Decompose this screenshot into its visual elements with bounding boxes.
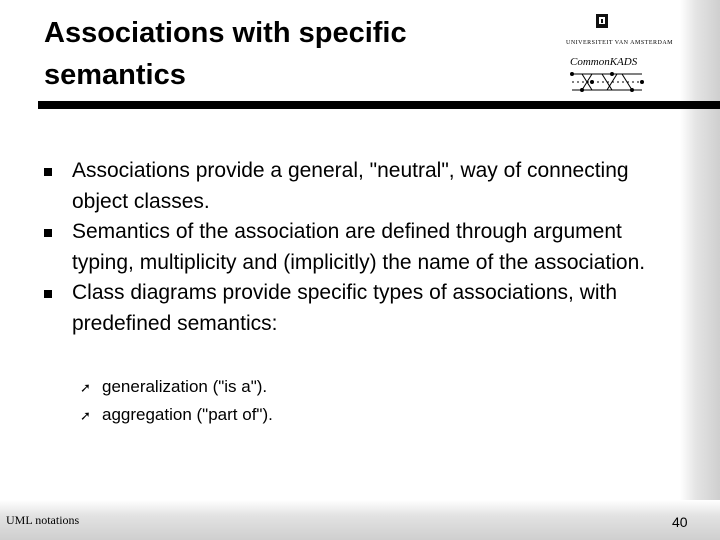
slide-title-line-1: Associations with specific: [44, 17, 407, 49]
sub-bullet-item: [80, 373, 273, 401]
bullet-text: Associations provide a general, "neutral", way of connecting object classes.: [72, 159, 629, 213]
arrow-bullet-icon: ➚: [80, 380, 91, 395]
sub-bullet-text: aggregation ("part of").: [102, 405, 273, 424]
university-seal-icon: [562, 12, 652, 40]
bottom-shadow: [0, 500, 720, 540]
commonkads-brand: CommonKADS: [570, 56, 638, 68]
page-number: 40: [672, 514, 688, 530]
title-divider: [38, 101, 720, 109]
bullet-text: Class diagrams provide specific types of associations, with predefined semantics:: [72, 281, 618, 335]
bullet-item: [40, 156, 660, 217]
slide-title-line-2: semantics: [44, 59, 186, 91]
footer-label: UML notations: [6, 513, 80, 527]
commonkads-network-icon: [562, 68, 652, 96]
square-bullet-icon: [44, 229, 52, 237]
sub-bullet-list: [80, 373, 273, 429]
university-name: UNIVERSITEIT VAN AMSTERDAM: [566, 40, 674, 46]
slide-title: [44, 12, 504, 96]
right-shadow: [680, 0, 720, 540]
square-bullet-icon: [44, 290, 52, 298]
logo: [562, 12, 674, 96]
bullet-list: [40, 156, 660, 339]
sub-bullet-text: generalization ("is a").: [102, 377, 268, 396]
bullet-text: Semantics of the association are defined through argument typing, multiplicity and (implicitly) the name of the association.: [72, 220, 646, 274]
sub-bullet-item: [80, 401, 273, 429]
bullet-item: [40, 217, 660, 278]
square-bullet-icon: [44, 168, 52, 176]
arrow-bullet-icon: ➚: [80, 408, 91, 423]
bullet-item: [40, 278, 660, 339]
